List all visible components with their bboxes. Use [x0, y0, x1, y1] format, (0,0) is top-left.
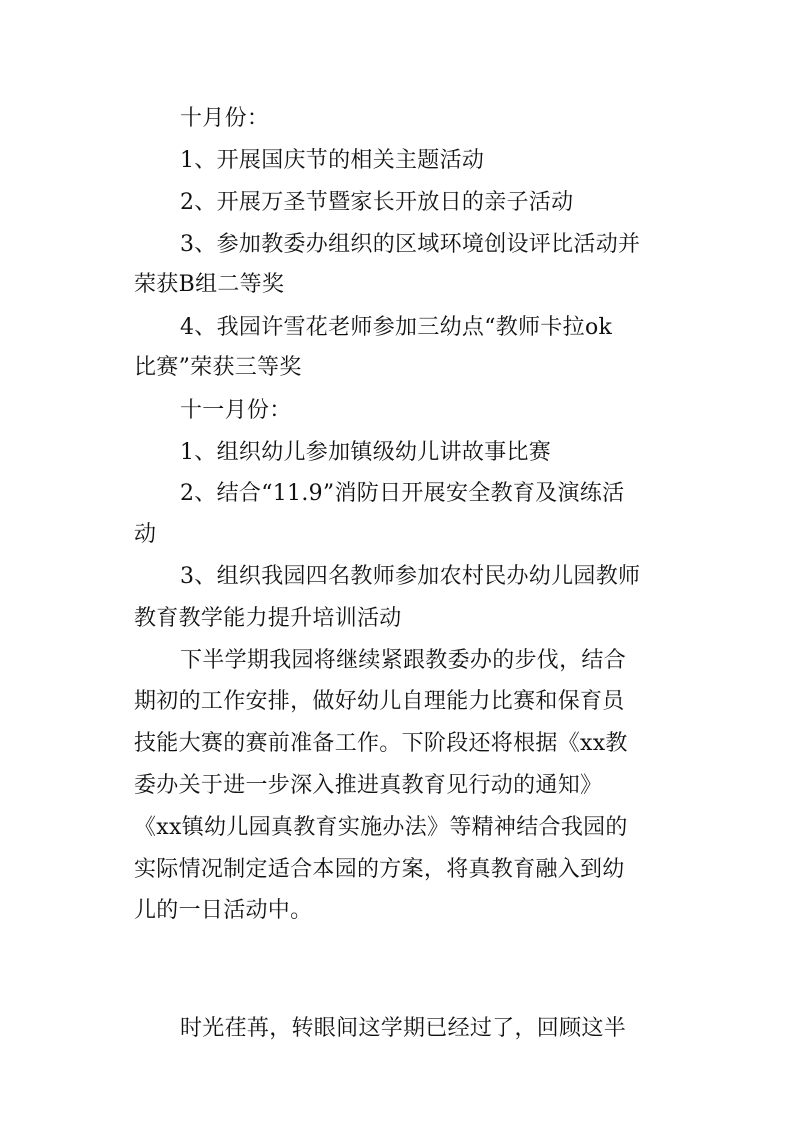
- paragraph-line: 比赛”荣获三等奖: [134, 355, 302, 380]
- paragraph-line: 儿的一日活动中。: [134, 898, 313, 923]
- paragraph-line: 动: [134, 522, 157, 547]
- heading-october: 十月份：: [180, 106, 270, 131]
- paragraph-line: 期初的工作安排，做好幼儿自理能力比赛和保育员: [134, 689, 625, 714]
- paragraph-line: 实际情况制定适合本园的方案，将真教育融入到幼: [134, 857, 625, 882]
- paragraph-line: 时光荏苒，转眼间这学期已经过了，回顾这半: [180, 1016, 627, 1041]
- paragraph-line: 3、参加教委办组织的区域环境创设评比活动并: [180, 232, 641, 257]
- paragraph-line: 2、开展万圣节暨家长开放日的亲子活动: [180, 190, 574, 215]
- paragraph-line: 1、开展国庆节的相关主题活动: [180, 148, 485, 173]
- paragraph-line: 荣获B组二等奖: [134, 272, 285, 297]
- paragraph-line: 下半学期我园将继续紧跟教委办的步伐，结合: [180, 648, 627, 673]
- paragraph-line: 3、组织我园四名教师参加农村民办幼儿园教师: [180, 564, 641, 589]
- paragraph-line: 1、组织幼儿参加镇级幼儿讲故事比赛: [180, 440, 552, 465]
- paragraph-line: 4、我园许雪花老师参加三幼点“教师卡拉ok: [180, 315, 613, 340]
- heading-november: 十一月份：: [180, 398, 292, 423]
- paragraph-line: 委办关于进一步深入推进真教育见行动的通知》: [134, 773, 603, 798]
- paragraph-line: 2、结合“11.9”消防日开展安全教育及演练活: [180, 481, 625, 506]
- paragraph-line: 《xx镇幼儿园真教育实施办法》等精神结合我园的: [134, 815, 628, 840]
- paragraph-line: 教育教学能力提升培训活动: [134, 606, 402, 631]
- paragraph-line: 技能大赛的赛前准备工作。下阶段还将根据《xx教: [134, 731, 628, 756]
